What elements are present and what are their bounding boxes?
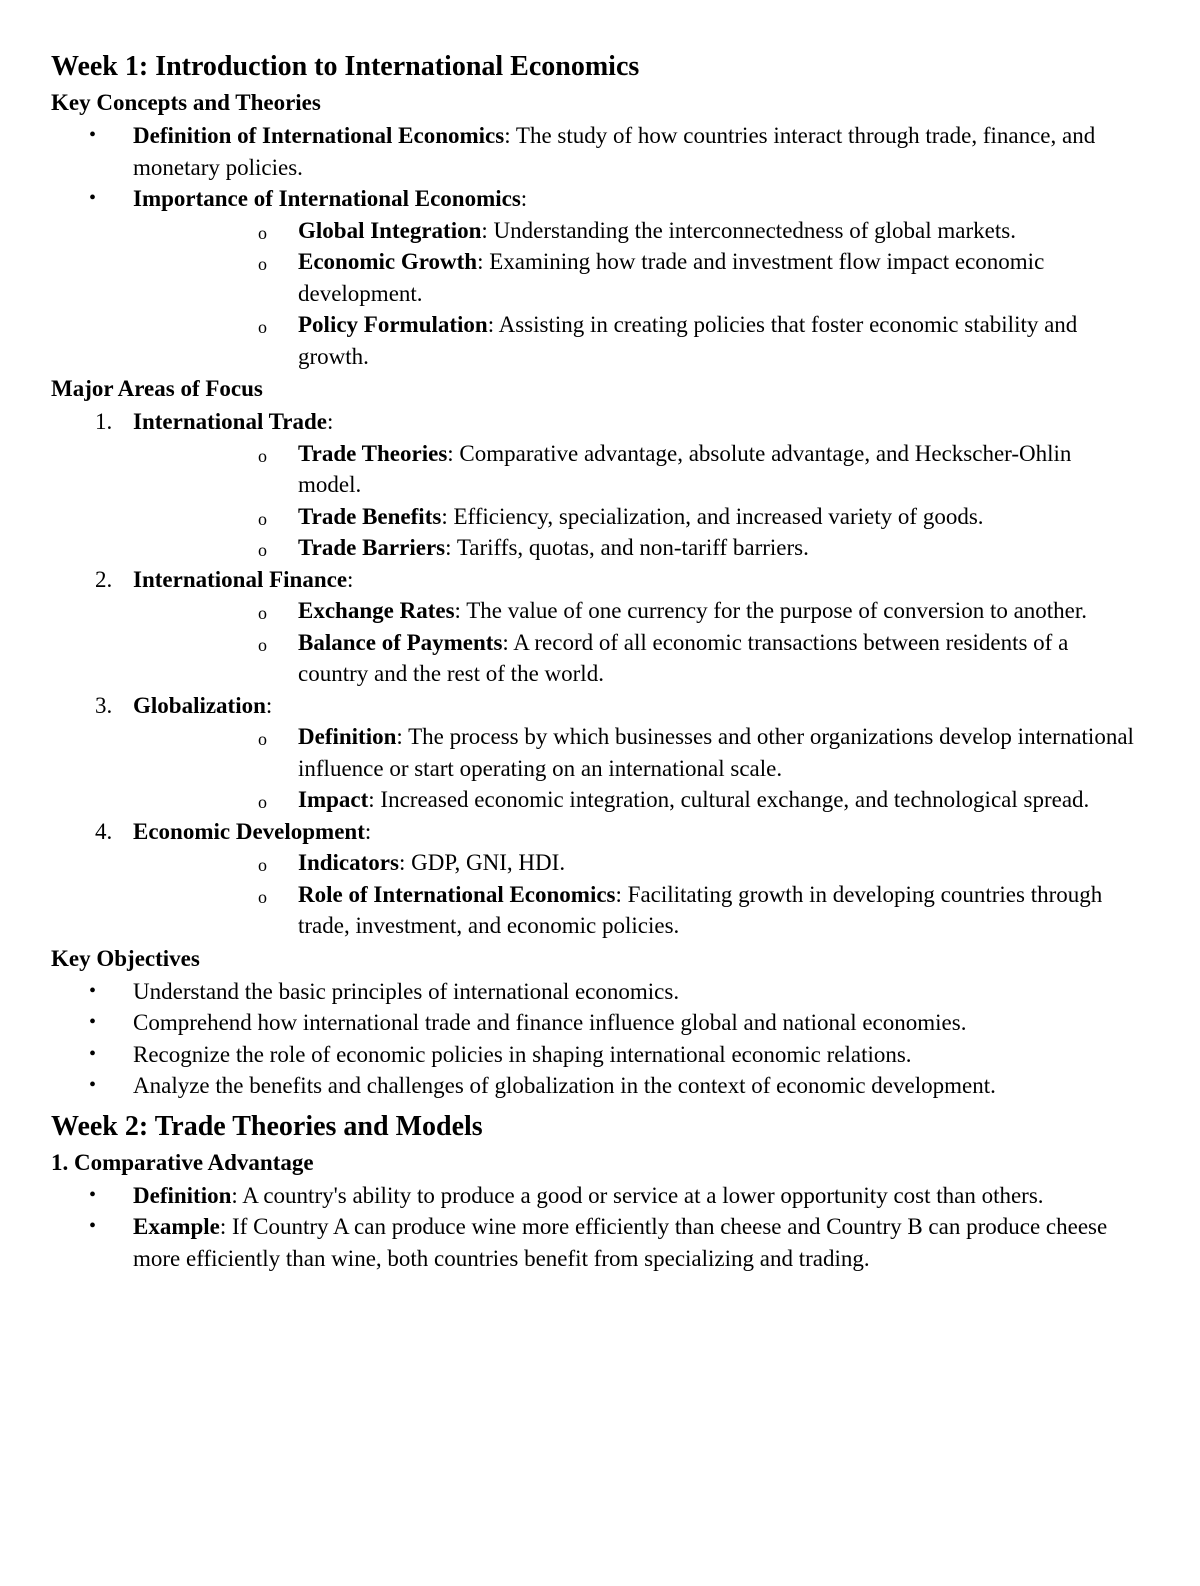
item-text: : If Country A can produce wine more efficiently than cheese and Country B can produce cheese more efficiently than wine, both countries benefit from specializing and trading.	[133, 1214, 1108, 1271]
list-item	[51, 120, 1140, 183]
major-areas-heading: Major Areas of Focus	[51, 376, 263, 401]
sub-list-item	[133, 246, 1140, 309]
sub-list	[215, 847, 1140, 942]
item-text: : Tariffs, quotas, and non-tariff barriers.	[445, 535, 809, 560]
item-term: Balance of Payments	[298, 629, 503, 655]
item-term: Definition of International Economics	[133, 123, 505, 148]
item-text: : Increased economic integration, cultural exchange, and technological spread.	[368, 787, 1090, 812]
item-term: International Trade	[133, 409, 328, 434]
item-term: Economic Development	[133, 818, 365, 844]
item-number: 1.	[95, 409, 113, 434]
item-text: : Understanding the interconnectedness of global markets.	[481, 217, 1016, 243]
item-term: Globalization	[133, 692, 266, 718]
item-term: Economic Growth	[298, 249, 478, 274]
circle-bullet-icon: o	[258, 540, 267, 560]
item-term: Definition	[133, 1182, 232, 1208]
sub-list-item	[133, 721, 1140, 784]
key-concepts-list	[51, 120, 1140, 372]
item-text: : The value of one currency for the purpose of conversion to another.	[454, 598, 1088, 623]
circle-bullet-icon: o	[258, 603, 267, 623]
item-text: : The study of how countries interact through trade, finance, and monetary policies.	[133, 123, 1096, 180]
item-term: Exchange Rates	[298, 598, 455, 623]
bullet-icon: •	[89, 1215, 97, 1237]
comparative-advantage-heading: 1. Comparative Advantage	[51, 1149, 314, 1175]
item-text: Understand the basic principles of international economics.	[133, 978, 680, 1004]
list-item	[51, 1180, 1140, 1212]
list-item	[51, 183, 1140, 372]
sub-list-item	[133, 215, 1140, 247]
item-text: :	[347, 566, 354, 592]
item-term: Impact	[298, 787, 369, 812]
item-term: International Finance	[133, 566, 348, 592]
list-item	[51, 1039, 1140, 1071]
circle-bullet-icon: o	[258, 222, 267, 243]
item-text: :	[364, 818, 372, 844]
bullet-icon: •	[89, 1011, 97, 1033]
circle-bullet-icon: o	[258, 445, 267, 466]
week1-title: Week 1: Introduction to International Economics	[51, 51, 640, 82]
sub-list-item	[133, 595, 1140, 627]
item-text: :	[327, 409, 334, 434]
list-item	[51, 1007, 1140, 1039]
list-item	[51, 406, 1140, 564]
sub-list	[215, 438, 1140, 564]
item-text: Comprehend how international trade and finance influence global and national economies.	[133, 1010, 967, 1035]
item-term: Indicators	[298, 850, 399, 875]
sub-list-item	[133, 627, 1140, 690]
sub-list	[215, 595, 1140, 690]
sub-list-item	[133, 847, 1140, 879]
item-text: : Comparative advantage, absolute advantage, and Heckscher-Ohlin model.	[298, 440, 1072, 497]
circle-bullet-icon: o	[258, 729, 267, 749]
sub-list-item	[133, 438, 1140, 501]
item-text: : A record of all economic transactions between residents of a country and the rest of the world.	[298, 629, 1069, 686]
circle-bullet-icon: o	[258, 886, 267, 907]
sub-list-item	[133, 784, 1140, 816]
circle-bullet-icon: o	[258, 634, 267, 655]
key-concepts-heading: Key Concepts and Theories	[51, 90, 321, 115]
item-term: Role of International Economics	[298, 881, 616, 907]
item-term: Example	[133, 1214, 220, 1239]
sub-list-item	[133, 879, 1140, 942]
sub-list	[215, 721, 1140, 816]
bullet-icon: •	[89, 1042, 97, 1065]
list-item	[51, 1211, 1140, 1274]
item-number: 2.	[95, 566, 113, 592]
item-number: 4.	[95, 818, 113, 844]
circle-bullet-icon: o	[258, 792, 267, 812]
item-text: : A country's ability to produce a good or service at a lower opportunity cost than others.	[231, 1182, 1044, 1208]
bullet-icon: •	[89, 1074, 97, 1096]
item-term: Policy Formulation	[298, 312, 488, 337]
key-objectives-list	[51, 976, 1140, 1102]
list-item	[51, 816, 1140, 942]
sub-list-item	[133, 532, 1140, 564]
list-item	[51, 564, 1140, 690]
week2-title: Week 2: Trade Theories and Models	[51, 1110, 483, 1142]
sub-list	[215, 215, 1140, 373]
circle-bullet-icon: o	[258, 508, 267, 529]
item-number: 3.	[95, 692, 113, 718]
circle-bullet-icon: o	[258, 855, 267, 875]
item-text: Recognize the role of economic policies in shaping international economic relations.	[133, 1041, 912, 1067]
item-term: Global Integration	[298, 217, 482, 243]
sub-list-item	[133, 501, 1140, 533]
key-objectives-heading: Key Objectives	[51, 945, 200, 971]
list-item	[51, 1070, 1140, 1102]
item-text: Analyze the benefits and challenges of globalization in the context of economic development.	[133, 1073, 996, 1098]
bullet-icon: •	[89, 124, 97, 146]
item-term: Definition	[298, 724, 397, 749]
bullet-icon: •	[89, 1183, 97, 1206]
item-text: :	[265, 692, 273, 718]
item-text: : Examining how trade and investment flow impact economic development.	[298, 249, 1045, 306]
item-term: Importance of International Economics	[133, 186, 521, 211]
comparative-advantage-list	[51, 1180, 1140, 1275]
item-term: Trade Benefits	[298, 503, 442, 529]
bullet-icon: •	[89, 187, 97, 209]
item-text: : GDP, GNI, HDI.	[398, 850, 566, 875]
item-text: : The process by which businesses and other organizations develop international influence or start operating on an international scale.	[298, 724, 1134, 781]
circle-bullet-icon: o	[258, 317, 267, 337]
item-text: : Efficiency, specialization, and increased variety of goods.	[441, 503, 984, 529]
circle-bullet-icon: o	[258, 254, 267, 274]
item-text: : Facilitating growth in developing countries through trade, investment, and economic policies.	[298, 881, 1103, 938]
major-areas-list	[51, 406, 1140, 942]
list-item	[51, 976, 1140, 1008]
item-term: Trade Barriers	[298, 535, 446, 560]
sub-list-item	[133, 309, 1140, 372]
bullet-icon: •	[89, 979, 97, 1002]
item-term: Trade Theories	[298, 440, 448, 466]
list-item	[51, 690, 1140, 816]
item-text: : Assisting in creating policies that foster economic stability and growth.	[298, 312, 1078, 369]
item-text: :	[520, 186, 528, 211]
